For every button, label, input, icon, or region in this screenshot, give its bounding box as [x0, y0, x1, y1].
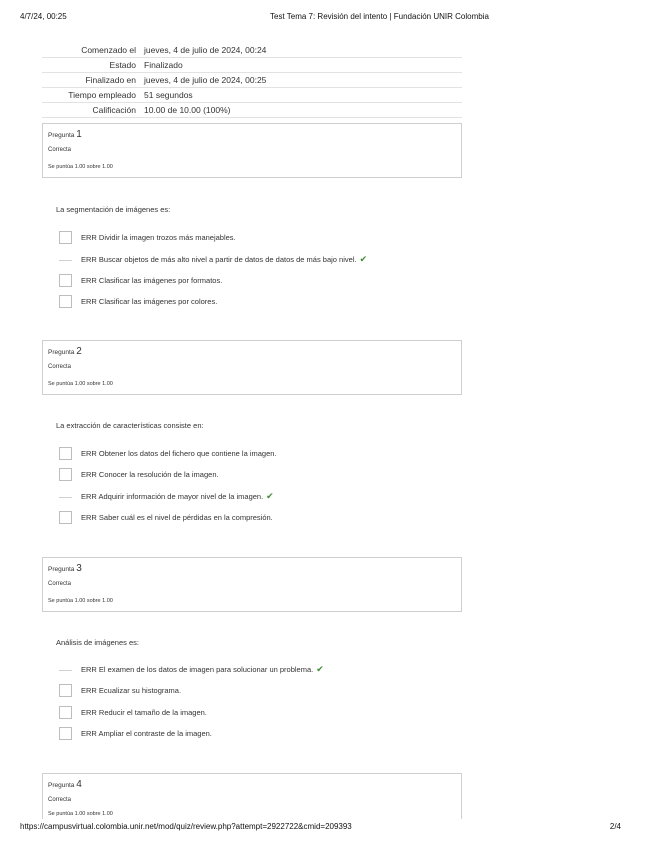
answer-option[interactable]	[59, 295, 479, 309]
checkbox[interactable]	[59, 447, 72, 460]
answer-option[interactable]	[59, 727, 479, 741]
checkbox[interactable]	[59, 684, 72, 697]
answer-label: ERR El examen de los datos de imagen para solucionar un problema. ✔	[81, 664, 324, 674]
answer-option[interactable]	[59, 447, 479, 461]
answer-label: ERR Adquirir información de mayor nivel de la imagen. ✔	[81, 491, 274, 501]
page-url: https://campusvirtual.colombia.unir.net/mod/quiz/review.php?attempt=2922722&cmid=209393	[20, 822, 352, 831]
checkbox[interactable]	[59, 260, 72, 261]
page-title: Test Tema 7: Revisión del intento | Fundación UNIR Colombia	[270, 12, 489, 21]
question-grade: Se puntúa 1.00 sobre 1.00	[48, 381, 113, 387]
question-text-2: La extracción de características consiste en:	[56, 421, 204, 430]
question-number: Pregunta 1	[48, 129, 82, 140]
summary-label: Finalizado en	[42, 73, 140, 88]
answer-label: ERR Obtener los datos del fichero que contiene la imagen.	[81, 449, 277, 458]
page-number: 2/4	[609, 822, 621, 831]
checkbox[interactable]	[59, 727, 72, 740]
summary-row	[42, 58, 462, 73]
summary-label: Calificación	[42, 103, 140, 118]
checkbox[interactable]	[59, 497, 72, 498]
question-number: Pregunta 3	[48, 563, 82, 574]
question-state: Correcta	[48, 581, 72, 587]
question-text-3: Análisis de imágenes es:	[56, 638, 139, 647]
answer-option[interactable]	[59, 662, 479, 676]
summary-label: Estado	[42, 58, 140, 73]
question-state: Correcta	[48, 364, 72, 370]
answer-label: ERR Dividir la imagen trozos más manejables.	[81, 233, 236, 242]
checkbox[interactable]	[59, 670, 72, 671]
answer-option[interactable]	[59, 274, 479, 288]
answer-label: ERR Buscar objetos de más alto nivel a partir de datos de datos de más bajo nivel. ✔	[81, 254, 368, 264]
print-date: 4/7/24, 00:25	[20, 12, 67, 21]
summary-label: Comenzado el	[42, 43, 140, 58]
summary-value: 10.00 de 10.00 (100%)	[140, 103, 462, 118]
answer-label: ERR Saber cuál es el nivel de pérdidas en la compresión.	[81, 513, 273, 522]
checkbox[interactable]	[59, 468, 72, 481]
answer-label: ERR Ampliar el contraste de la imagen.	[81, 729, 212, 738]
question-info-1	[42, 123, 462, 178]
question-state: Correcta	[48, 797, 72, 803]
summary-value: Finalizado	[140, 58, 462, 73]
checkbox[interactable]	[59, 295, 72, 308]
question-number: Pregunta 2	[48, 346, 82, 357]
checkbox[interactable]	[59, 231, 72, 244]
answer-option[interactable]	[59, 706, 479, 720]
summary-row	[42, 88, 462, 103]
summary-row	[42, 103, 462, 118]
question-grade: Se puntúa 1.00 sobre 1.00	[48, 164, 113, 170]
summary-row	[42, 43, 462, 58]
attempt-summary-table	[42, 43, 462, 118]
summary-value: 51 segundos	[140, 88, 462, 103]
question-number: Pregunta 4	[48, 779, 82, 790]
question-info-3	[42, 557, 462, 612]
check-icon: ✔	[359, 254, 368, 264]
summary-value: jueves, 4 de julio de 2024, 00:24	[140, 43, 462, 58]
question-info-2	[42, 340, 462, 395]
answer-option[interactable]	[59, 468, 479, 482]
answer-label: ERR Reducir el tamaño de la imagen.	[81, 708, 207, 717]
answer-option[interactable]	[59, 252, 479, 266]
answer-option[interactable]	[59, 231, 479, 245]
checkbox[interactable]	[59, 511, 72, 524]
summary-label: Tiempo empleado	[42, 88, 140, 103]
answer-label: ERR Ecualizar su histograma.	[81, 686, 182, 695]
question-grade: Se puntúa 1.00 sobre 1.00	[48, 598, 113, 604]
summary-row	[42, 73, 462, 88]
summary-value: jueves, 4 de julio de 2024, 00:25	[140, 73, 462, 88]
answer-option[interactable]	[59, 511, 479, 525]
answer-label: ERR Conocer la resolución de la imagen.	[81, 470, 219, 479]
question-info-4	[42, 773, 462, 819]
checkbox[interactable]	[59, 706, 72, 719]
checkbox[interactable]	[59, 274, 72, 287]
answer-label: ERR Clasificar las imágenes por colores.	[81, 297, 218, 306]
answer-option[interactable]	[59, 684, 479, 698]
check-icon: ✔	[316, 664, 324, 674]
check-icon: ✔	[266, 491, 274, 501]
answer-option[interactable]	[59, 489, 479, 503]
question-grade: Se puntúa 1.00 sobre 1.00	[48, 811, 113, 817]
answer-label: ERR Clasificar las imágenes por formatos.	[81, 276, 223, 285]
question-state: Correcta	[48, 147, 72, 153]
question-text-1: La segmentación de imágenes es:	[56, 205, 171, 214]
